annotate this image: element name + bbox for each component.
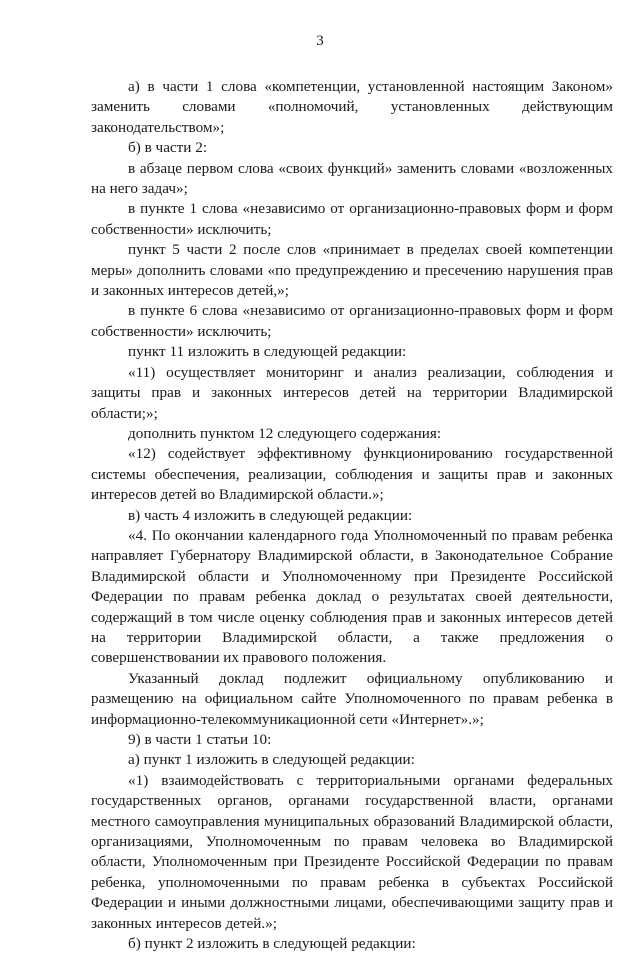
paragraph: пункт 11 изложить в следующей редакции: — [128, 343, 407, 361]
paragraph: «11) осуществляет мониторинг и анализ реализации, соблюдения и защиты прав и законных интересов детей на территории Владимирской области;»; — [91, 363, 613, 422]
paragraph: 9) в части 1 статьи 10: — [128, 731, 272, 748]
paragraph: б) в части 2: — [128, 139, 208, 157]
document-body — [91, 77, 613, 954]
paragraph: Указанный доклад подлежит официальному опубликованию и размещению на официальном сайте Уполномоченного по правам ребенка в информационно-телекоммуникационной сети «Интернет».»; — [91, 669, 613, 728]
paragraph: «1) взаимодействовать с территориальными органами федеральных государственных органов, органами государственной власти, органами местного самоуправления муниципальных образований Владимирской области, организациями, Уполномоченным по правам человека во Владимирской области, Уполномоченным при Президенте Российской Федерации по правам ребенка, уполномоченными по правам ребенка в субъектах Российской Федерации и иными должностными лицами, обеспечивающими защиту прав и законных интересов детей.»; — [91, 771, 613, 932]
paragraph: «4. По окончании календарного года Уполномоченный по правам ребенка направляет Губернатору Владимирской области, в Законодательное Собрание Владимирской области и Уполномоченному при Президенте Российской Федерации по правам ребенка доклад о результатах своей деятельности, содержащий в том числе оценку соблюдения прав и законных интересов детей на территории Владимирской области, а также предложения о совершенствовании их правового положения. — [91, 526, 613, 667]
paragraph: б) пункт 2 изложить в следующей редакции: — [128, 935, 416, 953]
paragraph: а) пункт 1 изложить в следующей редакции: — [128, 751, 415, 769]
page-number: 3 — [316, 33, 324, 49]
paragraph: дополнить пунктом 12 следующего содержания: — [128, 424, 442, 442]
paragraph: в пункте 1 слова «независимо от организационно-правовых форм и форм собственности» исключить; — [91, 200, 613, 238]
paragraph: в) часть 4 изложить в следующей редакции: — [128, 506, 413, 524]
paragraph: а) в части 1 слова «компетенции, установленной настоящим Законом» заменить словами «полномочий, установленных действующим законодательством»; — [91, 78, 613, 136]
paragraph: в абзаце первом слова «своих функций» заменить словами «возложенных на него задач»; — [91, 159, 613, 198]
paragraph: пункт 5 части 2 после слов «принимает в пределах своей компетенции меры» дополнить словами «по предупреждению и пресечению нарушения прав и законных интересов детей,»; — [91, 241, 613, 300]
paragraph: «12) содействует эффективному функционированию государственной системы обеспечения, реализации, соблюдения и защиты прав и законных интересов детей во Владимирской области.»; — [91, 445, 613, 504]
paragraph: в пункте 6 слова «независимо от организационно-правовых форм и форм собственности» исключить; — [91, 302, 613, 340]
